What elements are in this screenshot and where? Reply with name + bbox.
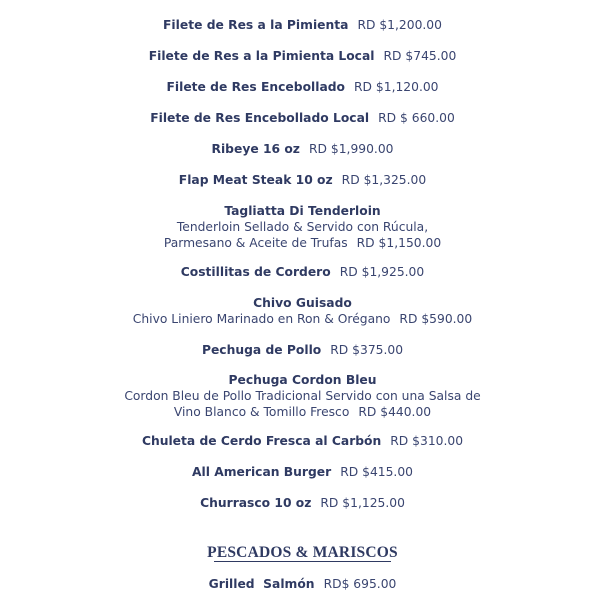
item-price: RD $745.00 (383, 49, 457, 63)
item-description: Parmesano & Aceite de Trufas (163, 236, 348, 250)
item-name: Flap Meat Steak 10 oz (178, 173, 333, 187)
item-name: Grilled Salmón (208, 577, 315, 591)
menu-item (0, 48, 605, 64)
item-price: RD $310.00 (390, 434, 464, 448)
item-description: Chivo Liniero Marinado en Ron & Orégano (132, 312, 391, 326)
item-name: Pechuga Cordon Bleu (228, 373, 377, 387)
item-price: RD $415.00 (340, 465, 413, 479)
item-price: RD $1,925.00 (339, 265, 425, 279)
item-name: Costillitas de Cordero (180, 265, 331, 279)
item-price: RD $375.00 (330, 343, 404, 357)
menu-item (0, 576, 605, 592)
menu-item (0, 172, 605, 188)
item-price: RD $1,150.00 (356, 236, 442, 250)
item-name: Ribeye 16 oz (211, 142, 300, 156)
item-description: Cordon Bleu de Pollo Tradicional Servido con una Salsa de (124, 389, 481, 403)
item-price: RD $1,120.00 (354, 80, 439, 94)
menu-item (0, 79, 605, 95)
item-name: All American Burger (192, 465, 332, 479)
item-description-line (0, 311, 605, 327)
item-name: Filete de Res Encebollado Local (150, 111, 370, 125)
item-description-line (0, 404, 605, 420)
menu-item (0, 17, 605, 33)
item-description: Vino Blanco & Tomillo Fresco (173, 405, 350, 419)
menu-item (0, 110, 605, 126)
item-price: RD $1,990.00 (308, 142, 394, 156)
item-price: RD $1,125.00 (320, 496, 405, 510)
item-name: Pechuga de Pollo (201, 343, 322, 357)
section-title: PESCADOS & MARISCOS (207, 544, 398, 561)
menu-item (0, 342, 605, 358)
item-name: Filete de Res a la Pimienta Local (148, 49, 375, 63)
menu-item (0, 141, 605, 157)
item-price: RD $440.00 (358, 405, 432, 419)
section-divider (214, 561, 391, 562)
item-price: RD$ 695.00 (323, 577, 397, 591)
menu-item (0, 372, 605, 420)
item-name: Chuleta de Cerdo Fresca al Carbón (141, 434, 382, 448)
item-name: Chivo Guisado (253, 296, 352, 310)
item-name: Churrasco 10 oz (200, 496, 312, 510)
item-description-line (0, 235, 605, 251)
menu-item (0, 295, 605, 327)
menu-item (0, 203, 605, 251)
menu-item (0, 433, 605, 449)
item-price: RD $1,200.00 (357, 18, 442, 32)
item-name: Filete de Res a la Pimienta (163, 18, 349, 32)
item-name: Tagliatta Di Tenderloin (224, 204, 381, 218)
menu-item (0, 495, 605, 511)
menu-item (0, 264, 605, 280)
item-price: RD $1,325.00 (341, 173, 427, 187)
menu-item (0, 464, 605, 480)
item-price: RD $590.00 (399, 312, 473, 326)
item-price: RD $ 660.00 (378, 111, 455, 125)
item-description: Tenderloin Sellado & Servido con Rúcula, (176, 220, 429, 234)
item-name: Filete de Res Encebollado (166, 80, 345, 94)
